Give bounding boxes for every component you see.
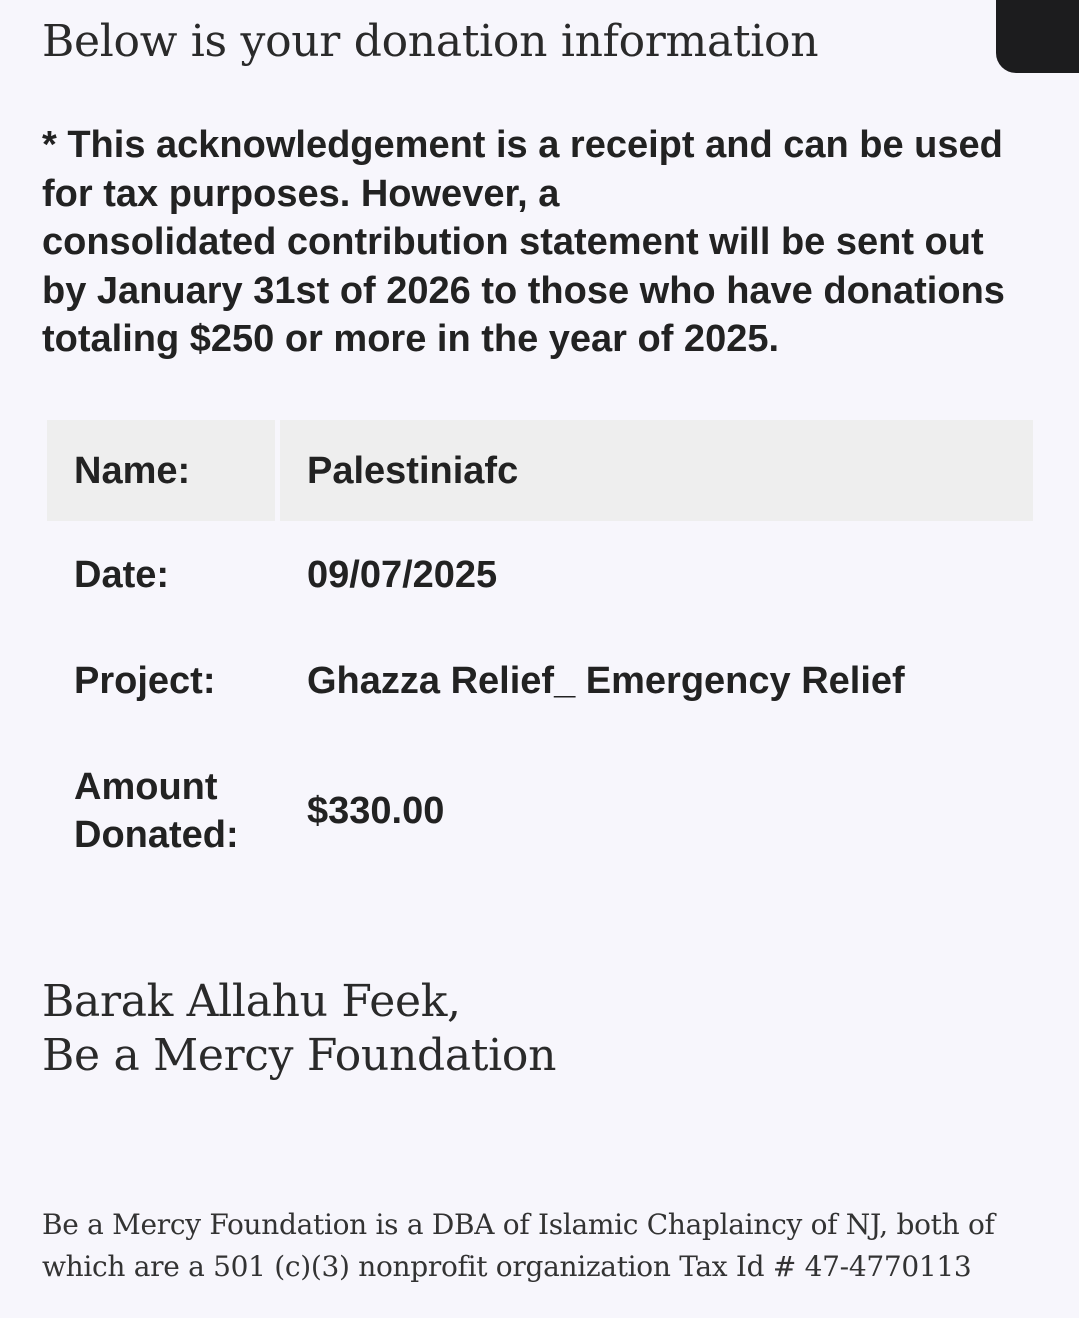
table-row-project — [47, 629, 1033, 733]
date-value: 09/07/2025 — [307, 554, 498, 596]
project-label: Project: — [74, 660, 216, 702]
amount-value: $330.00 — [307, 790, 445, 832]
project-value: Ghazza Relief_ Emergency Relief — [307, 660, 905, 702]
date-label: Date: — [74, 554, 170, 596]
name-value: Palestiniafc — [280, 420, 1033, 521]
page-title: Below is your donation information — [42, 16, 819, 67]
closing-greeting: Barak Allahu Feek, — [42, 976, 461, 1027]
tax-notice-line: totaling $250 or more in the year of 2025. — [42, 318, 780, 360]
overlay-corner-block — [996, 0, 1079, 73]
tax-notice-line: * This acknowledgement is a receipt and can be used — [42, 124, 1003, 166]
footer-line: which are a 501 (c)(3) nonprofit organization Tax Id # 47-4770113 — [42, 1250, 972, 1283]
donation-details-table — [47, 420, 1033, 889]
name-label: Name: — [47, 420, 275, 521]
table-row-name — [47, 420, 1033, 521]
closing-organization: Be a Mercy Foundation — [42, 1030, 557, 1081]
tax-notice — [42, 121, 1052, 364]
tax-notice-line: by January 31st of 2026 to those who have donations — [42, 269, 1005, 312]
amount-label — [47, 733, 275, 889]
table-row-amount — [47, 733, 1033, 889]
table-row-date — [47, 521, 1033, 629]
amount-label-line: Donated: — [74, 814, 239, 856]
closing-signature — [42, 975, 556, 1083]
amount-label-line: Amount — [74, 766, 218, 808]
tax-notice-line: for tax purposes. However, a — [42, 172, 560, 215]
footer-disclaimer — [42, 1204, 1052, 1288]
footer-line: Be a Mercy Foundation is a DBA of Islamic Chaplaincy of NJ, both of — [42, 1208, 995, 1241]
tax-notice-line: consolidated contribution statement will be sent out — [42, 221, 984, 263]
